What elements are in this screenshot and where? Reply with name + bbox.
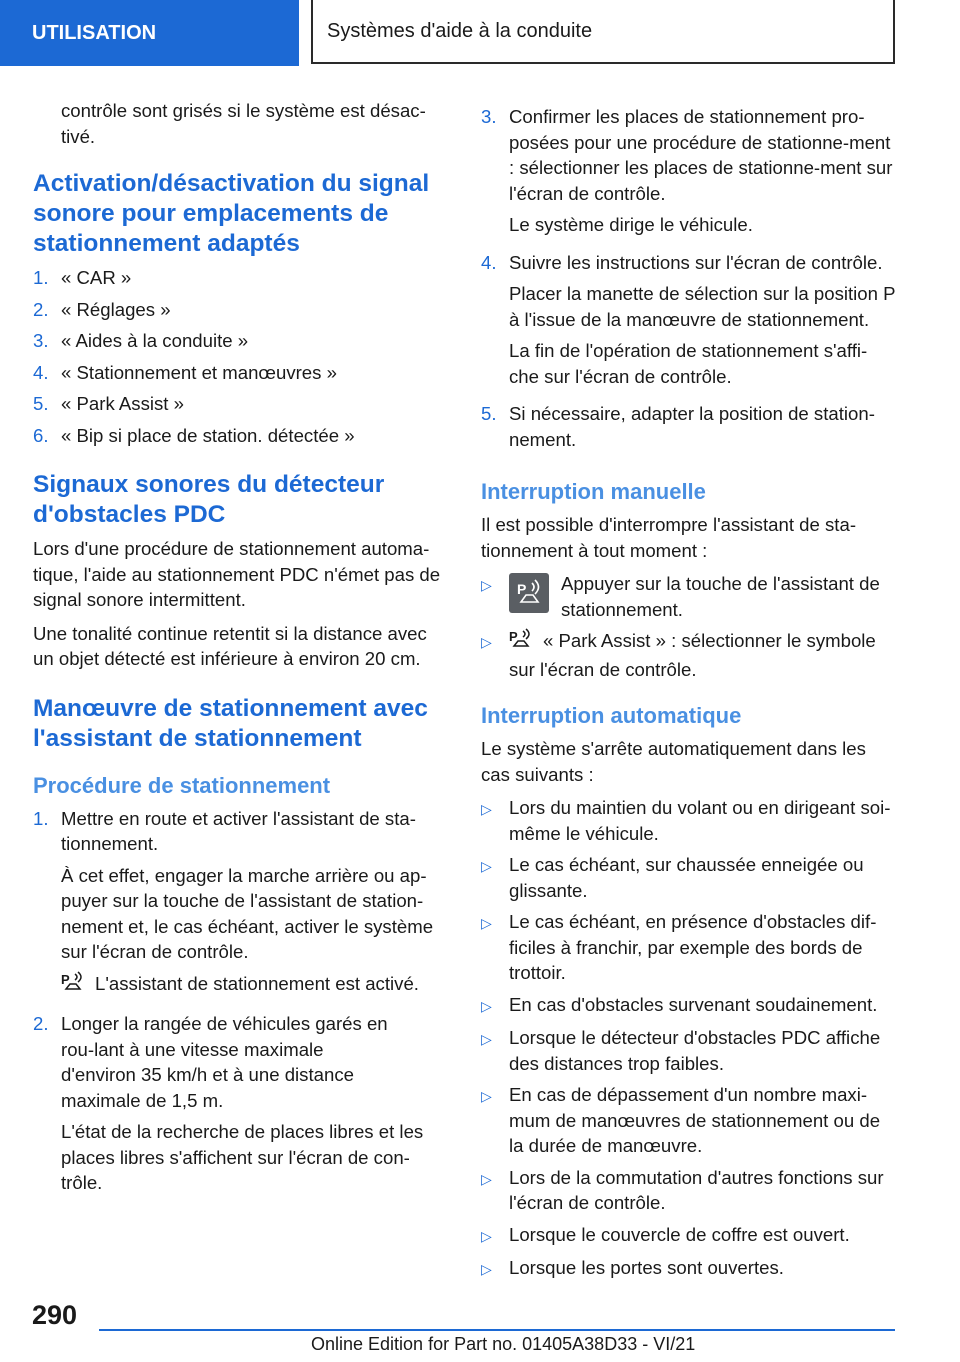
list-item: 2. « Réglages » bbox=[33, 298, 171, 320]
manual-paragraph: Il est possible d'interrompre l'assistant de sta‐tionnement à tout moment : bbox=[481, 514, 857, 561]
heading-manual-interruption: Interruption manuelle bbox=[481, 479, 706, 504]
list-item: ▷ En cas de dépassement d'un nombre maxi‐mum de manœuvres de stationnement ou de la durée de manœuvre. bbox=[481, 1084, 881, 1156]
procedure-steps-right bbox=[481, 104, 897, 458]
left-column bbox=[33, 98, 445, 1210]
list-item: ▷ Le cas échéant, sur chaussée enneigée ou glissante. bbox=[481, 854, 864, 901]
header-chapter-box bbox=[311, 0, 895, 64]
procedure-steps-left bbox=[33, 806, 445, 1202]
right-column bbox=[481, 104, 897, 1291]
park-assist-icon bbox=[61, 971, 85, 1000]
page-number: 290 bbox=[32, 1300, 78, 1330]
pdc-paragraph-2: Une tonalité continue retentit si la distance avec un objet détecté est inférieure à environ 20 cm. bbox=[33, 622, 427, 669]
footer-edition: Online Edition for Part no. 01405A38D33 - VI/21 bbox=[311, 1334, 696, 1354]
svg-text:P: P bbox=[509, 629, 518, 644]
list-item: 1. « CAR » bbox=[33, 267, 132, 288]
header-chapter-label: Systèmes d'aide à la conduite bbox=[327, 19, 593, 42]
list-item: ▷ P « Park Assist » : sélectionner le symbole sur l'écran de contrôle. bbox=[481, 629, 876, 680]
footer-divider bbox=[99, 1329, 895, 1331]
list-item: ▷ Lorsque le couvercle de coffre est ouvert. bbox=[481, 1223, 850, 1245]
list-item: 4. « Stationnement et manœuvres » bbox=[33, 361, 337, 383]
activation-steps bbox=[33, 265, 445, 448]
manual-bullets bbox=[481, 571, 897, 682]
procedure-step-1: 1. Mettre en route et activer l'assistant de sta‐tionnement. À cet effet, engager la marche arrière ou ap‐puyer sur la touche de l'assistant de station‐nement et, le cas échéant, activer le système sur l'écran de contrôle. P L'assistant de stationnement est activé. bbox=[33, 806, 445, 1006]
procedure-step-5: 5. Si nécessaire, adapter la position de station‐nement. bbox=[481, 403, 875, 450]
list-item: 3. « Aides à la conduite » bbox=[33, 330, 249, 351]
heading-procedure: Procédure de stationnement bbox=[33, 772, 331, 798]
list-item: 5. « Park Assist » bbox=[33, 393, 184, 414]
procedure-step-2: 2. Longer la rangée de véhicules garés en rou‐lant à une vitesse maximale d'environ 35 km/h et à une distance maximale de 1,5 m. L'état de la recherche de places libres et les places libres s'affichent sur l'écran de con‐trôle. bbox=[33, 1013, 424, 1193]
header-section-tab bbox=[0, 0, 299, 66]
procedure-step-3: 3. Confirmer les places de stationnement pro‐posées pour une procédure de stationne‐ment : sélectionner les places de stationne‐ment sur l'écran de contrôle. Le système dirige le véhicule. bbox=[481, 106, 893, 235]
heading-manoeuvre: Manœuvre de stationnement avec l'assistant de stationnement bbox=[33, 694, 428, 752]
heading-activation: Activation/désactivation du signal sonore pour emplacements de stationnement adaptés bbox=[33, 170, 430, 257]
pdc-paragraph-1: Lors d'une procédure de stationnement automa‐tique, l'aide au stationnement PDC n'émet pas de signal sonore intermittent. bbox=[33, 538, 441, 610]
activation-status: L'assistant de stationnement est activé. bbox=[95, 972, 419, 994]
list-item: ▷ Lors du maintien du volant ou en dirigeant soi-même le véhicule. bbox=[481, 797, 891, 844]
list-item: ▷ P Appuyer sur la touche de l'assistant de stationnement. bbox=[481, 573, 880, 620]
auto-paragraph: Le système s'arrête automatiquement dans les cas suivants : bbox=[481, 738, 866, 785]
list-item: ▷ Lorsque le détecteur d'obstacles PDC affiche des distances trop faibles. bbox=[481, 1027, 881, 1074]
svg-text:P: P bbox=[517, 581, 527, 597]
auto-bullets bbox=[481, 795, 897, 1283]
list-item: ▷ Lors de la commutation d'autres fonctions sur l'écran de contrôle. bbox=[481, 1166, 884, 1213]
list-item: ▷ Le cas échéant, en présence d'obstacles dif‐ficiles à franchir, par exemple des bords de trottoir. bbox=[481, 911, 877, 983]
header-section-label: UTILISATION bbox=[32, 21, 157, 44]
svg-text:P: P bbox=[61, 971, 70, 987]
park-assist-icon bbox=[509, 628, 533, 657]
park-assist-button-icon bbox=[509, 573, 549, 613]
intro-text: contrôle sont grisés si le système est désac‐tivé. bbox=[61, 100, 426, 147]
list-item: ▷ En cas d'obstacles survenant soudainement. bbox=[481, 993, 878, 1015]
list-item: ▷ Lorsque les portes sont ouvertes. bbox=[481, 1257, 784, 1278]
procedure-step-4: 4. Suivre les instructions sur l'écran de contrôle. Placer la manette de sélection sur la position P à l'issue de la manœuvre de stationnement. La fin de l'opération de stationnement s'affi‐che sur l'écran de contrôle. bbox=[481, 251, 896, 387]
heading-auto-interruption: Interruption automatique bbox=[481, 703, 742, 728]
heading-pdc: Signaux sonores du détecteur d'obstacles PDC bbox=[33, 471, 385, 528]
list-item: 6. « Bip si place de station. détectée » bbox=[33, 424, 355, 446]
